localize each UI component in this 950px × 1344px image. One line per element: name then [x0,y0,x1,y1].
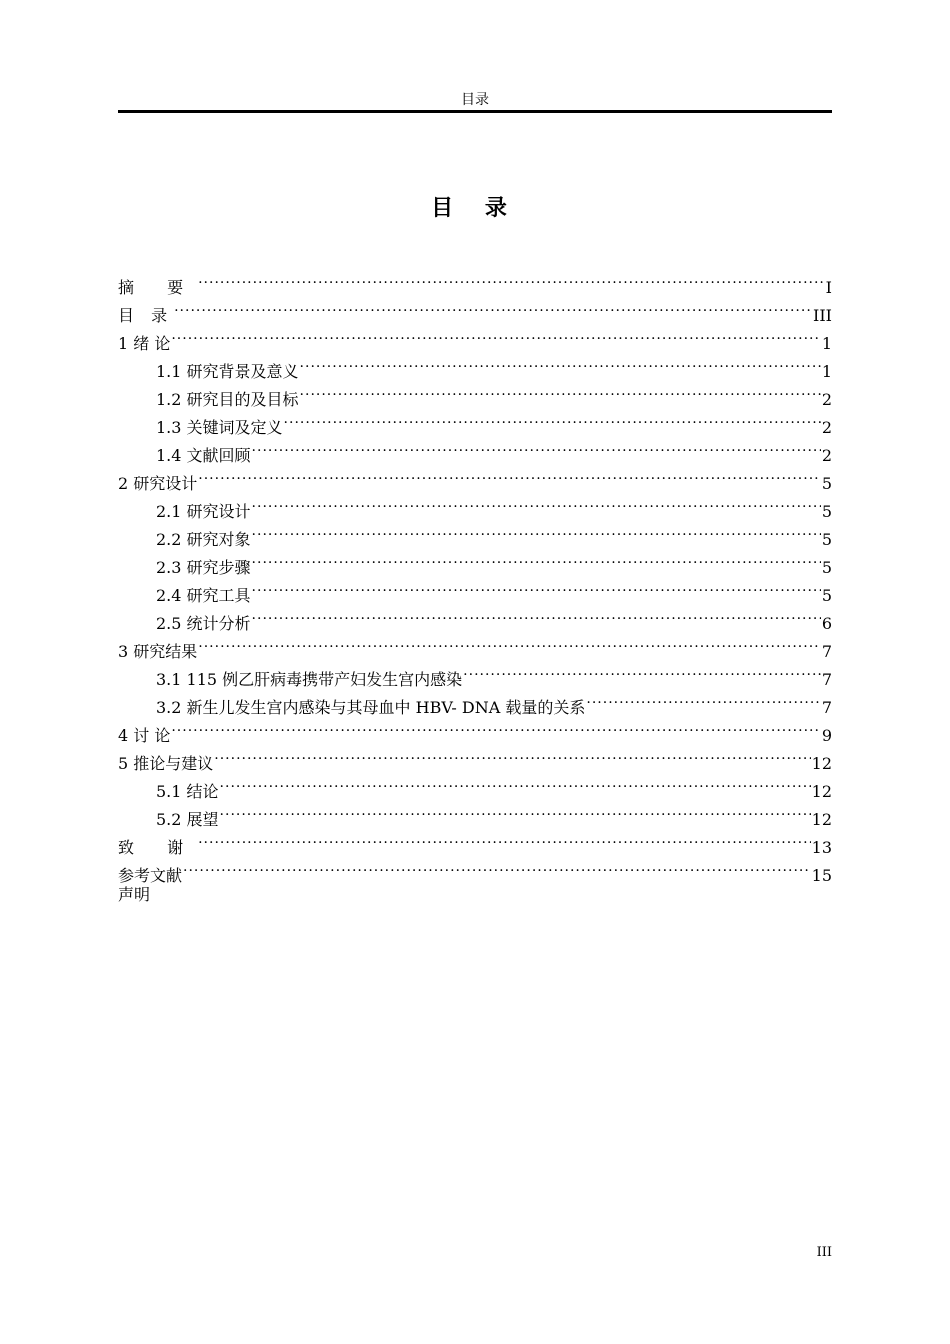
toc-entry-label: 3.2 新生儿发生宫内感染与其母血中 HBV- DNA 载量的关系 [156,698,586,717]
toc-entry-label: 5.2 展望 [156,810,219,829]
toc-entry-label: 3 研究结果 [118,642,198,661]
toc-entry-label: 目 录 [118,306,174,325]
toc-entry-page: III [813,306,832,325]
toc-entry-label: 1.1 研究背景及意义 [156,362,299,381]
toc-entry-label: 2.4 研究工具 [156,586,251,605]
toc-entry-label: 2.1 研究设计 [156,502,251,521]
toc-entry-page: 12 [811,782,832,801]
toc-entry[interactable] [118,293,832,325]
toc-dot-leader [214,741,810,769]
toc-entry-page: 12 [811,810,832,829]
toc-entry[interactable] [118,881,832,909]
toc-entry-page: 7 [821,698,832,717]
toc-entry-page: 13 [811,838,832,857]
toc-entry[interactable] [118,797,832,829]
toc-entry-label: 参考文献 [118,866,183,885]
toc-dot-leader [171,713,820,741]
toc-dot-leader [174,293,812,321]
toc-entry-label: 3.1 115 例乙肝病毒携带产妇发生宫内感染 [156,670,463,689]
page-number: III [816,1245,832,1260]
toc-entry-page: I [825,278,832,297]
toc-dot-leader [198,629,821,657]
toc-entry[interactable] [118,825,832,857]
toc-dot-leader [300,349,821,377]
toc-entry-label: 2 研究设计 [118,474,198,493]
toc-entry[interactable] [118,265,832,297]
toc-entry-page: 5 [821,586,832,605]
toc-entry-label: 1.2 研究目的及目标 [156,390,299,409]
toc-entry-page: 5 [821,502,832,521]
toc-entry-label: 1.4 文献回顾 [156,446,251,465]
toc-dot-leader [252,573,821,601]
toc-entry[interactable] [118,657,832,689]
toc-entry[interactable] [118,769,832,801]
toc-entry[interactable] [118,741,832,773]
toc-entry[interactable] [118,321,832,353]
toc-entry-label: 1.3 关键词及定义 [156,418,283,437]
toc-dot-leader [183,853,811,881]
toc-entry-page: 1 [821,362,832,381]
toc-dot-leader [171,321,820,349]
toc-entry-page: 15 [811,866,832,885]
toc-entry-label: 2.2 研究对象 [156,530,251,549]
toc-entry-page: 9 [821,726,832,745]
toc-entry-page: 7 [821,670,832,689]
toc-entry-page: 2 [821,446,832,465]
toc-entry-label: 1 绪 论 [118,334,171,353]
toc-dot-leader [252,489,821,517]
toc-entry[interactable] [118,629,832,661]
toc-dot-leader [198,461,821,489]
toc-dot-leader [220,797,811,825]
toc-entry-label: 5.1 结论 [156,782,219,801]
toc-entry-page: 5 [821,530,832,549]
toc-entry[interactable] [118,489,832,521]
toc-entry-page: 5 [821,558,832,577]
toc-entry-label: 摘 要 [118,278,198,297]
toc-dot-leader [252,545,821,573]
toc-entry[interactable] [118,461,832,493]
toc-title: 目 录 [431,195,519,221]
toc-entry-page: 7 [821,642,832,661]
toc-entry[interactable] [118,713,832,745]
toc-dot-leader [252,517,821,545]
toc-dot-leader [586,685,820,713]
table-of-contents [118,265,832,909]
toc-entry-label: 2.5 统计分析 [156,614,251,633]
toc-entry-label: 致 谢 [118,838,198,857]
toc-dot-leader [463,657,821,685]
toc-dot-leader [300,377,821,405]
toc-entry-page: 2 [821,418,832,437]
toc-entry[interactable] [118,853,832,885]
toc-dot-leader [198,265,825,293]
toc-entry-page: 1 [821,334,832,353]
toc-dot-leader [198,825,811,853]
toc-entry-label: 5 推论与建议 [118,754,214,773]
toc-dot-leader [284,405,821,433]
toc-entry-label: 声明 [118,885,151,904]
toc-entry-page: 5 [821,474,832,493]
header-rule [118,110,832,113]
toc-entry-page: 12 [811,754,832,773]
toc-entry-page: 2 [821,390,832,409]
toc-entry[interactable] [118,349,832,381]
running-header: 目录 [461,92,489,108]
toc-entry-label: 4 讨 论 [118,726,171,745]
toc-dot-leader [252,433,821,461]
toc-dot-leader [252,601,821,629]
toc-dot-leader [220,769,811,797]
toc-entry-label: 2.3 研究步骤 [156,558,251,577]
toc-entry-page: 6 [821,614,832,633]
